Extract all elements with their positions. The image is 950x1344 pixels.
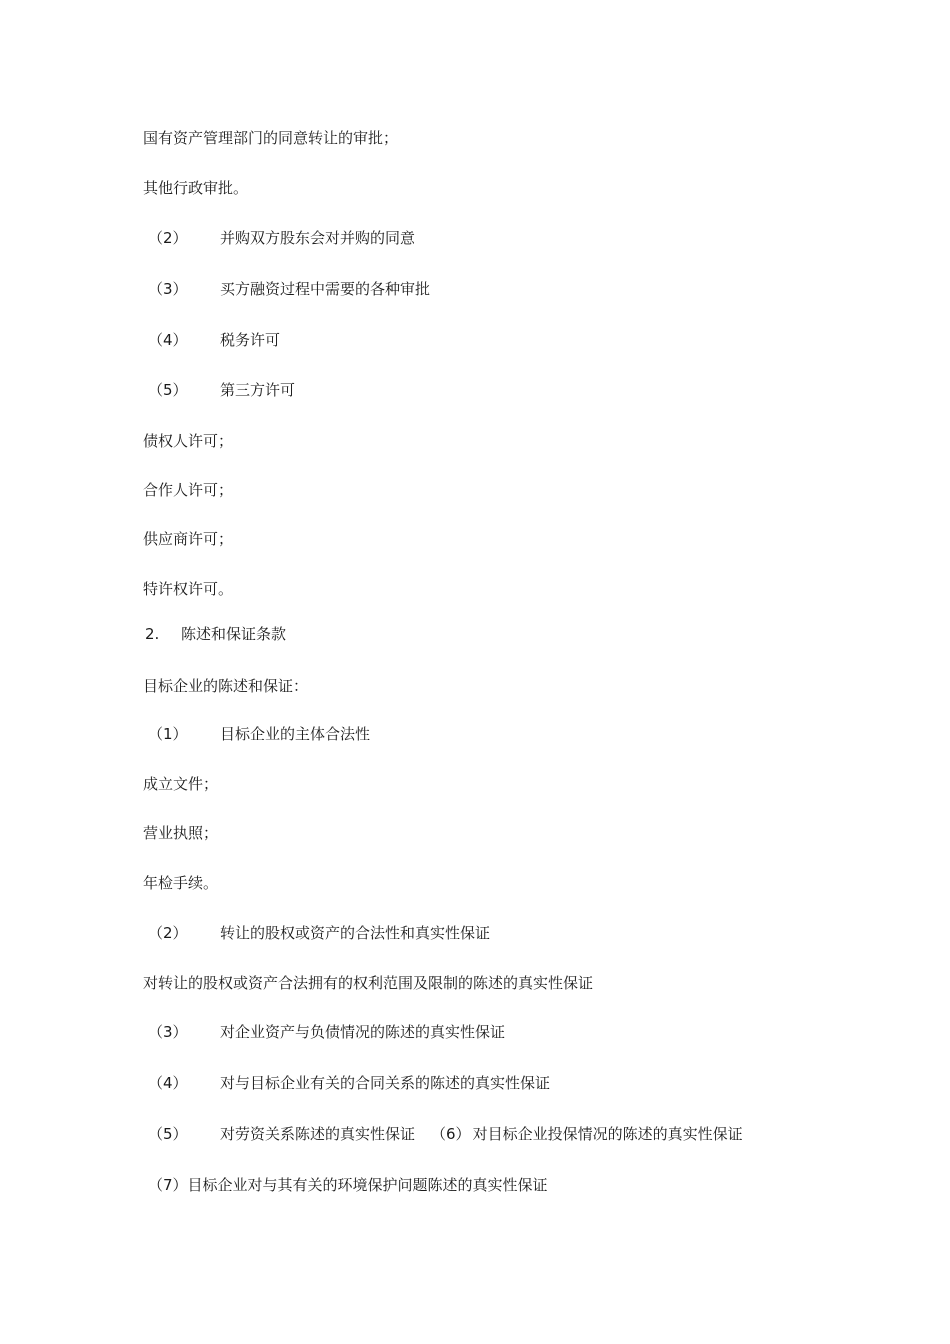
- paragraph-text: 对转让的股权或资产合法拥有的权利范围及限制的陈述的真实性保证: [143, 974, 594, 992]
- item-number: （5）: [148, 381, 188, 399]
- item-number: （5）: [148, 1125, 188, 1143]
- section-number: 2.: [145, 625, 160, 643]
- item-number: （3）: [148, 280, 188, 298]
- paragraph-text: 目标企业的陈述和保证：: [143, 677, 309, 695]
- item-number: （4）: [148, 331, 188, 349]
- section-title: 陈述和保证条款: [181, 625, 287, 643]
- item-text: 并购双方股东会对并购的同意: [220, 229, 416, 247]
- numbered-item: [143, 724, 370, 744]
- numbered-item: [143, 228, 415, 248]
- numbered-item: [143, 330, 280, 350]
- paragraph: [143, 480, 233, 500]
- paragraph: [143, 431, 233, 451]
- numbered-item: [143, 923, 490, 943]
- section-heading: [143, 624, 286, 644]
- paragraph-text: 特许权许可。: [143, 580, 234, 598]
- item-text: 目标企业的主体合法性: [220, 725, 371, 743]
- paragraph-text: 其他行政审批。: [143, 179, 249, 197]
- paragraph-text: 国有资产管理部门的同意转让的审批；: [143, 129, 399, 147]
- item-text: 对目标企业投保情况的陈述的真实性保证: [472, 1125, 743, 1143]
- numbered-item: [143, 1124, 743, 1144]
- numbered-item: [143, 1073, 550, 1093]
- paragraph: [143, 128, 398, 148]
- item-number: （1）: [148, 725, 188, 743]
- numbered-item: [143, 1022, 505, 1042]
- paragraph: [143, 529, 233, 549]
- paragraph: [143, 676, 308, 696]
- item-number: （2）: [148, 229, 188, 247]
- item-number: （4）: [148, 1074, 188, 1092]
- item-text: 买方融资过程中需要的各种审批: [220, 280, 431, 298]
- paragraph: [143, 823, 218, 843]
- item-text: 对企业资产与负债情况的陈述的真实性保证: [220, 1023, 506, 1041]
- item-text: 对与目标企业有关的合同关系的陈述的真实性保证: [220, 1074, 551, 1092]
- paragraph-text: 合作人许可；: [143, 481, 234, 499]
- paragraph-text: 年检手续。: [143, 874, 219, 892]
- paragraph: [143, 973, 593, 993]
- item-number: （6）: [431, 1125, 471, 1143]
- item-number: （2）: [148, 924, 188, 942]
- item-text: 税务许可: [220, 331, 281, 349]
- paragraph-text: 供应商许可；: [143, 530, 234, 548]
- paragraph-text: 成立文件；: [143, 775, 219, 793]
- item-number: （7）: [148, 1176, 188, 1194]
- item-number: （3）: [148, 1023, 188, 1041]
- numbered-item: [143, 380, 295, 400]
- item-text: 对劳资关系陈述的真实性保证: [220, 1125, 416, 1143]
- paragraph-text: 债权人许可；: [143, 432, 234, 450]
- paragraph: [143, 774, 218, 794]
- item-text: 目标企业对与其有关的环境保护问题陈述的真实性保证: [187, 1176, 548, 1194]
- paragraph: [143, 873, 218, 893]
- item-text: 第三方许可: [220, 381, 296, 399]
- paragraph: [143, 579, 233, 599]
- paragraph: [143, 178, 248, 198]
- paragraph-text: 营业执照；: [143, 824, 219, 842]
- numbered-item: [143, 1175, 548, 1195]
- item-text: 转让的股权或资产的合法性和真实性保证: [220, 924, 491, 942]
- numbered-item: [143, 279, 430, 299]
